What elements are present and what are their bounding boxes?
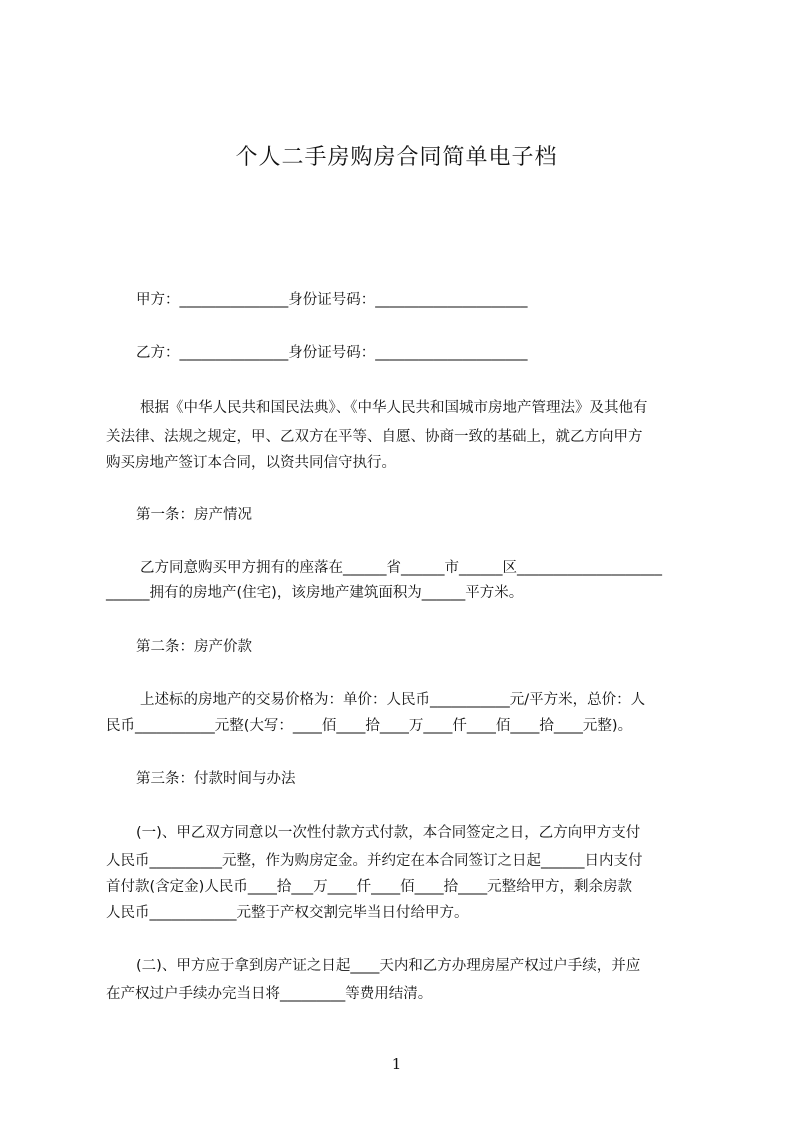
party-b-line: 乙方：_______________身份证号码：_____________________ <box>136 345 528 361</box>
article-3-heading: 第三条：付款时间与办法 <box>136 771 296 787</box>
page-number: 1 <box>391 1055 402 1073</box>
preamble-line-1: 根据《中华人民共和国民法典》、《中华人民共和国城市房地产管理法》及其他有 <box>140 400 648 416</box>
preamble-line-2: 关法律、法规之规定，甲、乙双方在平等、自愿、协商一致的基础上，就乙方向甲方 <box>106 429 643 445</box>
clause-2-line-2: 在产权过户手续办完当日将_________等费用结清。 <box>106 986 433 1002</box>
clause-1-line-3: 首付款(含定金)人民币____拾___万____仟____佰____拾____元整给甲方，剩余房款 <box>106 879 633 895</box>
article-2-line-1: 上述标的房地产的交易价格为：单价：人民币___________元/平方米，总价：人 <box>140 692 646 708</box>
party-a-line: 甲方：_______________身份证号码：_____________________ <box>136 292 528 308</box>
clause-1-line-1: (一)、甲乙双方同意以一次性付款方式付款，本合同签定之日，乙方向甲方支付 <box>136 825 641 841</box>
article-2-line-2: 民币___________元整(大写：____佰____拾____万____仟____佰____拾____元整)。 <box>106 718 633 734</box>
document-title: 个人二手房购房合同简单电子档 <box>235 145 558 170</box>
article-1-heading: 第一条：房产情况 <box>136 507 252 523</box>
clause-2-line-1: (二)、甲方应于拿到房产证之日起____天内和乙方办理房屋产权过户手续，并应 <box>136 958 641 974</box>
clause-1-line-4: 人民币____________元整于产权交割完毕当日付给甲方。 <box>106 905 469 921</box>
article-2-heading: 第二条：房产价款 <box>136 639 252 655</box>
article-1-line-1: 乙方同意购买甲方拥有的座落在______省______市______区____________________ <box>140 560 662 576</box>
preamble-line-3: 购买房地产签订本合同，以资共同信守执行。 <box>106 455 396 471</box>
clause-1-line-2: 人民币__________元整，作为购房定金。并约定在本合同签订之日起______日内支付 <box>106 853 643 869</box>
article-1-line-2: ______拥有的房地产(住宅)，该房地产建筑面积为______平方米。 <box>106 585 524 601</box>
